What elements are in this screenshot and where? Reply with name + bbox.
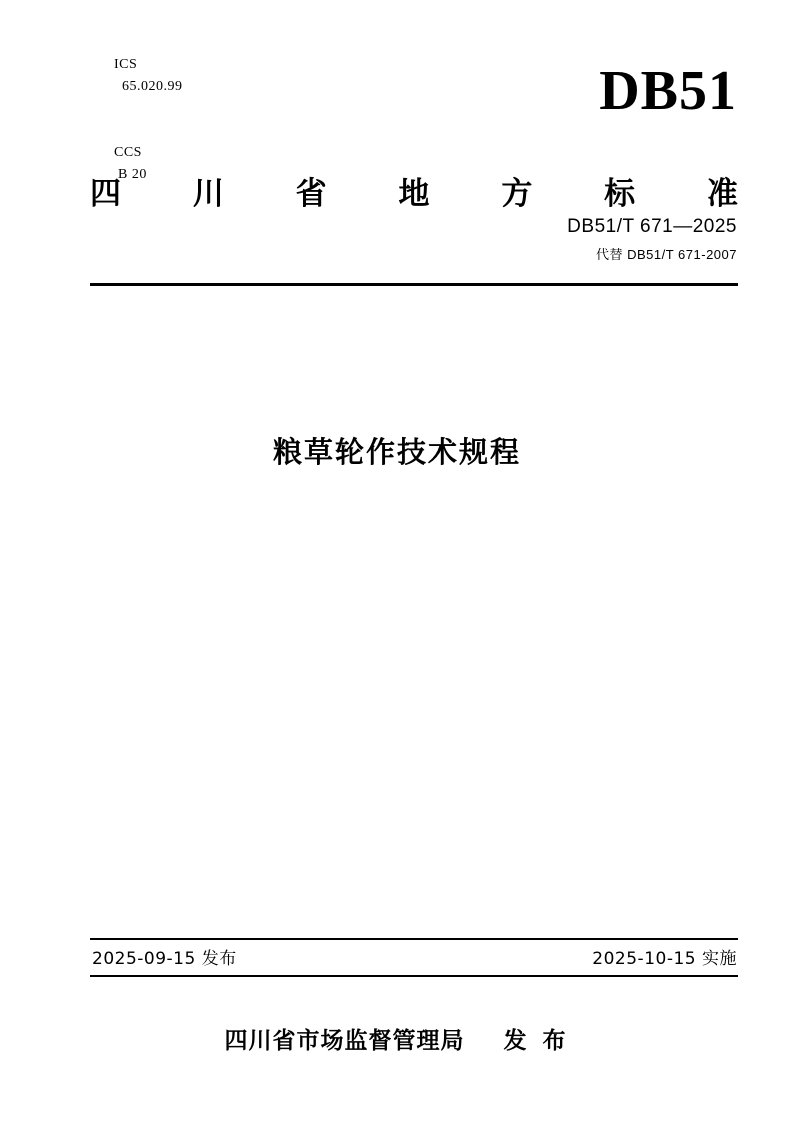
ics-line (90, 32, 183, 120)
ics-label: ICS (114, 57, 138, 72)
footer-divider-top (90, 938, 738, 940)
standard-replaces: 代替 DB51/T 671-2007 (596, 247, 737, 262)
title-char-2: 川 (192, 176, 224, 212)
header-divider (90, 283, 738, 286)
ccs-label: CCS (114, 145, 142, 160)
title-char-7: 准 (706, 176, 738, 212)
publisher-line (0, 1022, 794, 1055)
publisher-action: 发 布 (503, 1028, 570, 1054)
issue-date: 2025-09-15 发布 (92, 949, 237, 969)
title-char-3: 省 (295, 176, 327, 212)
db51-logo: DB51 (599, 60, 737, 122)
footer-divider-bottom (90, 975, 738, 977)
standard-title-line (90, 168, 738, 213)
publisher-name: 四川省市场监督管理局 (224, 1028, 465, 1054)
title-char-5: 方 (501, 176, 533, 212)
ccs-value: B 20 (118, 167, 147, 182)
title-char-1: 四 (90, 176, 121, 212)
implementation-date: 2025-10-15 实施 (592, 949, 737, 969)
ics-value: 65.020.99 (122, 79, 183, 94)
title-char-4: 地 (398, 176, 430, 212)
document-title: 粮草轮作技术规程 (272, 435, 521, 469)
title-char-6: 标 (604, 176, 636, 212)
standard-number: DB51/T 671—2025 (567, 216, 737, 237)
